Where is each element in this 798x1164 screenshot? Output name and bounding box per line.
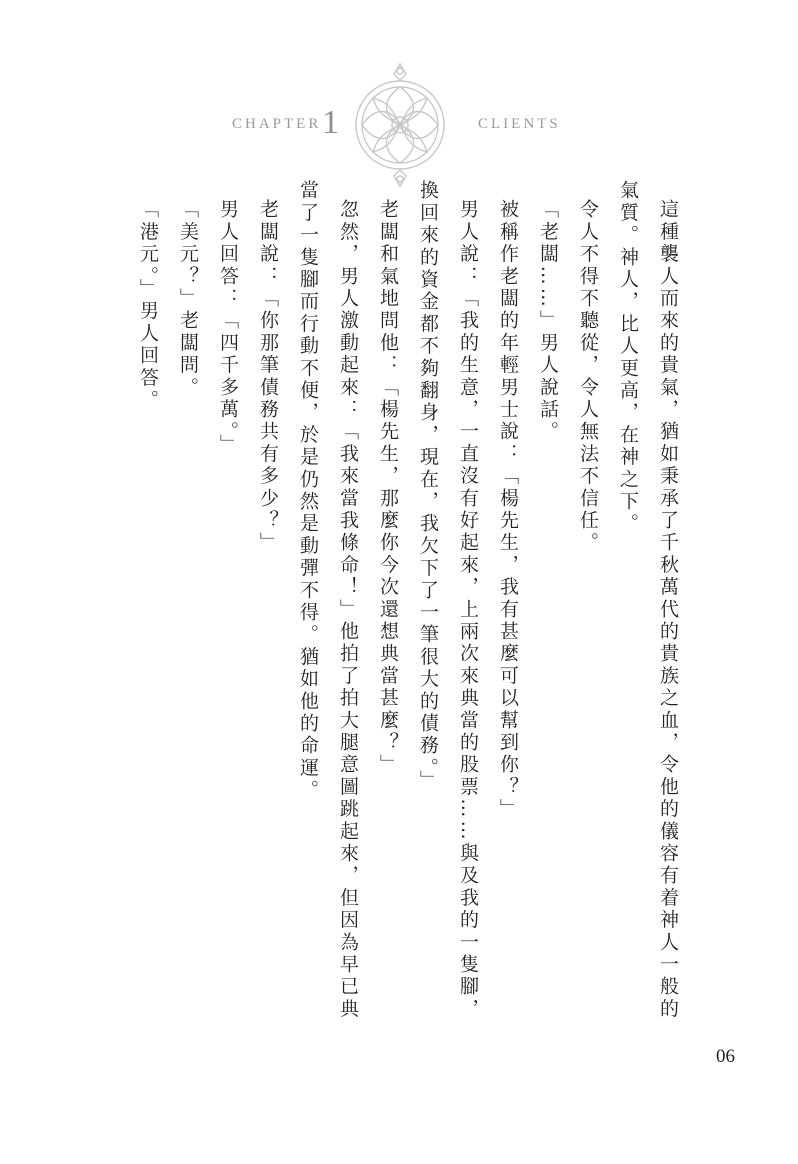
body-text	[128, 180, 688, 1040]
paragraph: 令人不得不聽從，令人無法不信任。	[577, 199, 599, 555]
paragraph: 老闆說：「你那筆債務共有多少？」	[257, 199, 279, 555]
paragraph: 男人回答：「四千多萬。」	[217, 199, 239, 456]
paragraph: 「美元？」老闆問。	[177, 199, 199, 399]
chapter-header	[0, 30, 798, 160]
paragraph: 男人說：「我的生意，一直沒有好起來，上兩次來典當的股票……與及我的一隻腳，換回來的資金都不夠翻身，現在，我欠下了一筆很大的債務。」	[417, 180, 479, 1021]
paragraph: 被稱作老闆的年輕男士說：「楊先生，我有甚麼可以幫到你？」	[497, 199, 519, 821]
paragraph: 忽然，男人激動起來：「我來當我條命！」他拍了拍大腿意圖跳起來，但因為早已典當了一隻腳而行動不便，於是仍然是動彈不得。猶如他的命運。	[297, 180, 359, 1021]
ornamental-medallion-icon	[348, 60, 452, 190]
chapter-title: CLIENTS	[478, 116, 561, 132]
paragraph: 「老闆……」男人說話。	[537, 199, 559, 444]
paragraph: 這種襲人而來的貴氣，猶如秉承了千秋萬代的貴族之血，令他的儀容有着神人一般的氣質。神人，比人更高，在神之下。	[617, 180, 679, 1021]
page-number: 06	[716, 1046, 735, 1067]
paragraph: 老闆和氣地問他：「楊先生，那麼你今次還想典當甚麼？」	[377, 199, 399, 777]
chapter-label: CHAPTER	[232, 116, 322, 132]
chapter-number: 1	[322, 104, 339, 141]
paragraph: 「港元。」男人回答。	[137, 199, 159, 412]
